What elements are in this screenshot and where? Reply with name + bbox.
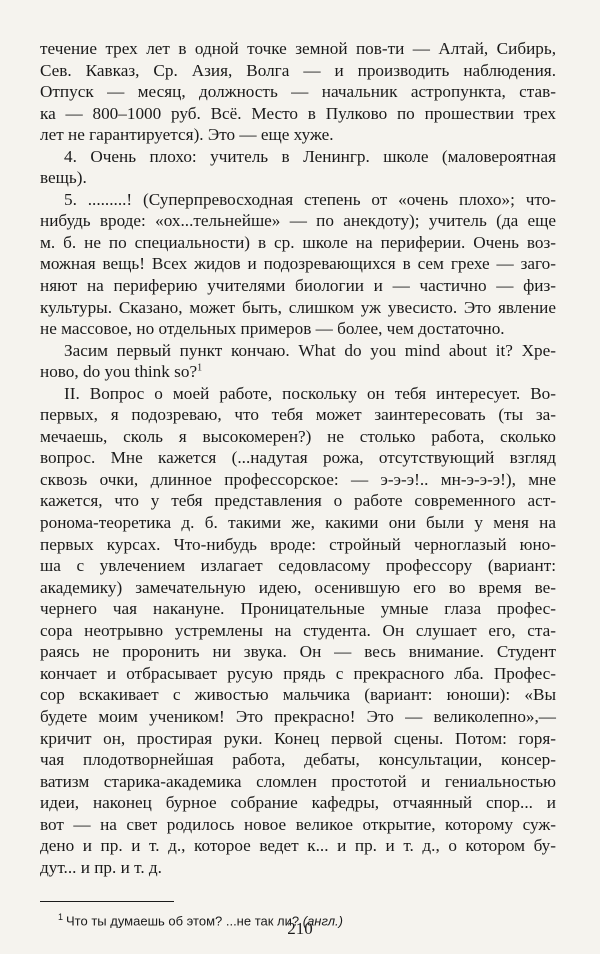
text-line bbox=[40, 81, 556, 103]
text-line-content: первых курсах. Что-нибудь вроде: стройный черноглазый юно- bbox=[40, 534, 556, 554]
text-line bbox=[40, 210, 556, 232]
text-line bbox=[40, 792, 556, 814]
text-line-content: сора неотрывно устремлены на студента. Он слушает его, ста- bbox=[40, 620, 556, 640]
text-line-content: сквозь очки, длинное профессорское: — э-э-э!.. мн-э-э-э!), мне bbox=[40, 469, 556, 489]
text-line bbox=[40, 728, 556, 750]
text-line bbox=[40, 124, 556, 146]
text-line-content: ронома-теоретика д. б. такими же, какими они были у меня на bbox=[40, 513, 556, 533]
text-line-content: мечаешь, сколь я высокомерен?) не столько работа, сколько bbox=[40, 426, 556, 446]
text-line-content: кричит он, простирая руки. Конец первой сцены. Потом: горя- bbox=[40, 728, 556, 748]
text-line-content: ново, do you think so? bbox=[40, 362, 198, 382]
text-line bbox=[40, 706, 556, 728]
text-line bbox=[40, 577, 556, 599]
text-line-content: дено и пр. и т. д., которое ведет к... и пр. и т. д., о котором бу- bbox=[40, 836, 556, 856]
text-line-content: 4. Очень плохо: учитель в Ленингр. школе (маловероятная bbox=[64, 146, 556, 166]
text-line-content: чая плодотворнейшая работа, дебаты, консультации, консер- bbox=[40, 750, 556, 770]
page-number: 210 bbox=[287, 919, 313, 938]
text-line bbox=[40, 189, 556, 211]
text-line-content: будете моим учеником! Это прекрасно! Это — великолепно»,— bbox=[40, 706, 556, 726]
text-line bbox=[40, 167, 556, 189]
text-line-content: кажется, что у тебя представления о работе современного аст- bbox=[40, 491, 556, 511]
text-line-content: Сев. Кавказ, Ср. Азия, Волга — и производить наблюдения. bbox=[40, 60, 556, 80]
text-line bbox=[40, 340, 556, 362]
text-line-content: вещь). bbox=[40, 168, 87, 188]
text-line-content: кончает и отбрасывает русую прядь с прекрасного лба. Профес- bbox=[40, 663, 556, 683]
text-line bbox=[40, 814, 556, 836]
text-line-content: 5. .........! (Суперпревосходная степень от «очень плохо»; что- bbox=[64, 189, 556, 209]
text-line-content: сор вскакивает с живостью мальчика (вариант: юноши): «Вы bbox=[40, 685, 556, 705]
text-line-content: няют на периферию учителями биологии и — частично — физ- bbox=[40, 276, 556, 296]
text-line-content: можная вещь! Всех жидов и подозревающихся в сем грехе — заго- bbox=[40, 254, 556, 274]
text-line bbox=[40, 835, 556, 857]
text-line bbox=[40, 404, 556, 426]
text-line bbox=[40, 663, 556, 685]
footnote-divider bbox=[40, 901, 174, 902]
text-line bbox=[40, 361, 556, 383]
body-text bbox=[40, 38, 556, 878]
text-line bbox=[40, 620, 556, 642]
text-line bbox=[40, 469, 556, 491]
text-line bbox=[40, 253, 556, 275]
text-line bbox=[40, 146, 556, 168]
text-line bbox=[40, 38, 556, 60]
text-line bbox=[40, 275, 556, 297]
text-line-content: лет не гарантируется). Это — еще хуже. bbox=[40, 125, 334, 145]
text-line-content: раясь не проронить ни звука. Он — весь внимание. Студент bbox=[40, 642, 556, 662]
footnote-marker: 1 bbox=[58, 912, 64, 922]
text-line-content: нибудь вроде: «ох...тельнейше» — по анекдоту); учитель (да еще bbox=[40, 211, 556, 231]
text-line-content: вопрос. Мне кажется (...надутая рожа, отсутствующий взгляд bbox=[40, 448, 556, 468]
text-line bbox=[40, 749, 556, 771]
text-line-content: чернего чая накануне. Проницательные умные глаза профес- bbox=[40, 599, 556, 619]
text-line-content: Засим первый пункт кончаю. What do you mind about it? Хре- bbox=[64, 340, 556, 360]
text-line bbox=[40, 490, 556, 512]
text-line-content: культуры. Сказано, может быть, слишком уж увесисто. Это явление bbox=[40, 297, 556, 317]
text-line-content: академику) замечательную идею, осенившую его во время ве- bbox=[40, 577, 556, 597]
text-line-content: не массовое, но отдельных примеров — более, чем достаточно. bbox=[40, 319, 505, 339]
text-line bbox=[40, 447, 556, 469]
text-line bbox=[40, 297, 556, 319]
text-line-content: ватизм старика-академика сломлен простотой и гениальностью bbox=[40, 771, 556, 791]
text-line bbox=[40, 534, 556, 556]
text-line bbox=[40, 318, 556, 340]
text-line-content: идеи, наконец бурное собрание кафедры, отчаянный спор... и bbox=[40, 793, 556, 813]
text-line-content: ша с увлечением излагает седовласому профессору (вариант: bbox=[40, 556, 556, 576]
text-line-content: дут... и пр. и т. д. bbox=[40, 857, 162, 877]
footnote-reference: 1 bbox=[197, 362, 203, 374]
text-line-content: вот — на свет родилось новое великое открытие, которому суж- bbox=[40, 814, 556, 834]
text-line-content: первых, я подозреваю, что тебя может заинтересовать (ты за- bbox=[40, 405, 556, 425]
text-line bbox=[40, 598, 556, 620]
text-line bbox=[40, 383, 556, 405]
text-line bbox=[40, 426, 556, 448]
text-line bbox=[40, 771, 556, 793]
text-line bbox=[40, 857, 556, 879]
text-line bbox=[40, 555, 556, 577]
text-line-content: ка — 800–1000 руб. Всё. Место в Пулково по прошествии трех bbox=[40, 103, 556, 123]
text-line bbox=[40, 60, 556, 82]
text-line bbox=[40, 641, 556, 663]
text-line-content: Отпуск — месяц, должность — начальник астропункта, став- bbox=[40, 82, 556, 102]
text-line-content: II. Вопрос о моей работе, поскольку он тебя интересует. Во- bbox=[64, 383, 556, 403]
text-line bbox=[40, 103, 556, 125]
footnote-text: Что ты думаешь об этом? ...не так ли? bbox=[66, 913, 303, 929]
text-line bbox=[40, 684, 556, 706]
text-line-content: м. б. не по специальности) в ср. школе на периферии. Очень воз- bbox=[40, 232, 556, 252]
text-line bbox=[40, 512, 556, 534]
footnote-language-note: (англ.) bbox=[302, 913, 343, 929]
text-line bbox=[40, 232, 556, 254]
text-line-content: течение трех лет в одной точке земной пов-ти — Алтай, Сибирь, bbox=[40, 39, 556, 58]
